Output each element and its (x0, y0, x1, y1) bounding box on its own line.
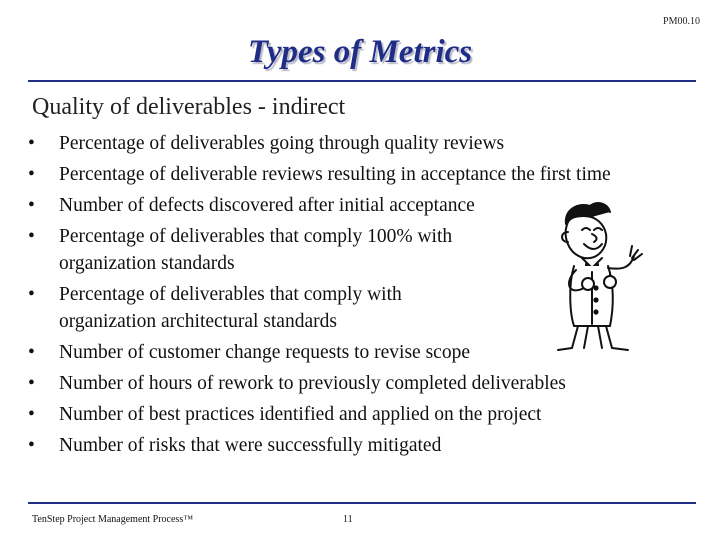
slide-subtitle: Quality of deliverables - indirect (32, 94, 346, 120)
bullet-text: Number of defects discovered after initial acceptance (59, 195, 475, 216)
bullet-item (28, 432, 698, 459)
footer-rule (28, 502, 696, 504)
bullet-icon: • (28, 164, 35, 185)
bullet-icon: • (28, 373, 35, 394)
bullet-icon: • (28, 226, 35, 247)
bullet-text: Percentage of deliverables that comply with organization architectural standards (59, 284, 402, 332)
bullet-text: Percentage of deliverable reviews resulting in acceptance the first time (59, 164, 611, 185)
bullet-text: Number of hours of rework to previously completed deliverables (59, 373, 566, 394)
bullet-item (28, 130, 698, 157)
bullet-item (28, 370, 698, 397)
footer-text: TenStep Project Management Process™ (32, 514, 194, 525)
bullet-icon: • (28, 342, 35, 363)
slide-code: PM00.10 (663, 16, 700, 27)
bullet-icon: • (28, 133, 35, 154)
bullet-text: Number of best practices identified and applied on the project (59, 404, 542, 425)
cartoon-man-icon (548, 196, 660, 356)
page-number: 11 (343, 514, 353, 525)
bullet-text: Number of risks that were successfully mitigated (59, 435, 442, 456)
title-rule (28, 80, 696, 82)
bullet-text: Percentage of deliverables that comply 100% with organization standards (59, 226, 453, 274)
bullet-text: Number of customer change requests to revise scope (59, 342, 470, 363)
bullet-icon: • (28, 404, 35, 425)
bullet-item (28, 161, 698, 188)
slide-title: Types of Metrics (247, 34, 473, 70)
bullet-text: Percentage of deliverables going through quality reviews (59, 133, 505, 154)
bullet-icon: • (28, 284, 35, 305)
bullet-icon: • (28, 435, 35, 456)
bullet-item (28, 401, 698, 428)
bullet-icon: • (28, 195, 35, 216)
